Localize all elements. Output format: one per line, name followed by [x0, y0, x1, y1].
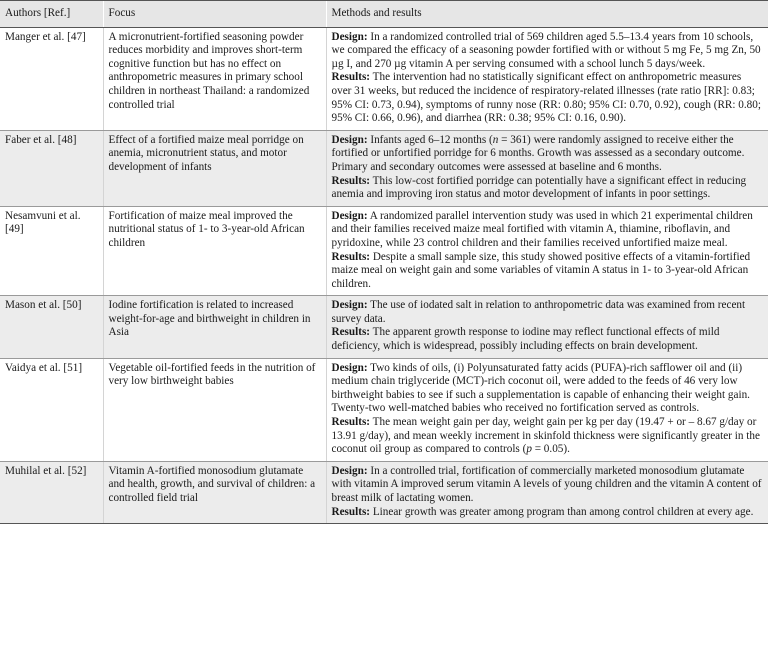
design-text: In a randomized controlled trial of 569 children aged 5.5–13.4 years from 10 schools, we compared the efficacy of a seasoning powder fortified with or without 5 mg Fe, 5 mg Zn, 50 µg I, and 270 µg vitamin A per serving consumed with a school lunch 5 days/week.	[331, 30, 761, 70]
header-methods-results: Methods and results	[326, 1, 768, 28]
design-n-symbol: n	[492, 133, 499, 146]
table-row	[0, 206, 768, 296]
focus-cell: Vegetable oil-fortified feeds in the nutrition of very low birthweight babies	[103, 358, 326, 461]
methods-cell	[326, 461, 768, 523]
table-row	[0, 130, 768, 206]
table-row	[0, 358, 768, 461]
table-row	[0, 461, 768, 523]
results-paragraph	[332, 416, 764, 457]
methods-cell	[326, 358, 768, 461]
results-text: The mean weight gain per day, weight gain per kg per day (19.47 + or – 8.67 g/day or 13.91 g/day), and mean weekly increment in skinfold thickness were significantly greater in the coconut oil group as compared to controls (	[331, 416, 760, 456]
design-label: Design:	[331, 361, 368, 374]
design-paragraph	[332, 210, 764, 251]
results-paragraph	[332, 175, 764, 202]
header-authors: Authors [Ref.]	[0, 1, 103, 28]
design-label: Design:	[331, 209, 368, 222]
design-paragraph	[332, 362, 764, 416]
author-cell: Vaidya et al. [51]	[0, 358, 103, 461]
design-paragraph	[332, 465, 764, 506]
design-label: Design:	[331, 299, 368, 312]
design-text: A randomized parallel intervention study was used in which 21 experimental children and their families received maize meal fortified with vitamin A, thiamine, riboflavin, and pyridoxine, while 23 control children and their families received unfortified maize meal.	[331, 209, 753, 249]
focus-cell: Effect of a fortified maize meal porridge on anemia, micronutrient status, and motor development of infants	[103, 130, 326, 206]
results-text: This low-cost fortified porridge can potentially have a significant effect in reducing anemia and improving iron status and motor development of infants in poor settings.	[331, 174, 747, 201]
results-text: = 0.05).	[531, 443, 570, 456]
design-paragraph	[332, 134, 764, 175]
results-label: Results:	[331, 71, 371, 84]
design-text: Two kinds of oils, (i) Polyunsaturated fatty acids (PUFA)-rich safflower oil and (ii) medium chain triglyceride (MCT)-rich coconut oil, were added to the feeds of 46 very low birthweight babies to see if such a supplementation is capable of enhancing their weight gain. Twenty-two well-matched babies who received no fortification served as controls.	[331, 361, 750, 415]
design-paragraph	[332, 299, 764, 326]
focus-cell: Fortification of maize meal improved the nutritional status of 1- to 3-year-old African children	[103, 206, 326, 296]
results-label: Results:	[331, 416, 371, 429]
design-text: Infants aged 6–12 months (	[367, 133, 493, 146]
author-cell: Manger et al. [47]	[0, 27, 103, 130]
results-p-symbol: p	[526, 443, 532, 456]
author-cell: Faber et al. [48]	[0, 130, 103, 206]
methods-cell	[326, 130, 768, 206]
results-label: Results:	[331, 174, 371, 187]
results-text: The apparent growth response to iodine may reflect functional effects of mild deficiency, which is widespread, possibly including effects on brain development.	[331, 326, 720, 353]
results-label: Results:	[331, 250, 371, 263]
design-text: The use of iodated salt in relation to anthropometric data was examined from recent survey data.	[331, 299, 746, 325]
design-paragraph	[332, 31, 764, 72]
focus-cell: A micronutrient-fortified seasoning powder reduces morbidity and improves short-term cognitive function but has no effect on anthropometric measures in primary school children in northeast Thailand: a randomized controlled trial	[103, 27, 326, 130]
table-row	[0, 296, 768, 358]
results-paragraph	[332, 251, 764, 292]
design-text: = 361) were randomly assigned to receive either the fortified or unfortified porridge for 6 months. Growth was assessed as a secondary outcome. Primary and secondary outcomes were assessed at baseline and 6 months.	[331, 133, 745, 173]
results-text: Despite a small sample size, this study showed positive effects of a vitamin-fortified maize meal on weight gain and some variables of vitamin A status in 1- to 3-year-old African children.	[331, 250, 751, 290]
methods-cell	[326, 296, 768, 358]
results-paragraph	[332, 326, 764, 353]
methods-cell	[326, 206, 768, 296]
results-text: The intervention had no statistically significant effect on anthropometric measures over 31 weeks, but reduced the incidence of respiratory-related illnesses (rate ratio [RR]: 0.83; 95% CI: 0.73, 0.94), symptoms of runny nose (RR: 0.80; 95% CI: 0.70, 0.92), cough (RR: 0.80; 95% CI: 0.66, 0.96), and diarrhea (RR: 0.38; 95% CI: 0.16, 0.90).	[331, 71, 761, 125]
results-label: Results:	[331, 505, 371, 518]
design-label: Design:	[331, 133, 368, 146]
header-focus: Focus	[103, 1, 326, 28]
author-cell: Muhilal et al. [52]	[0, 461, 103, 523]
focus-cell: Vitamin A-fortified monosodium glutamate and health, growth, and survival of children: a controlled field trial	[103, 461, 326, 523]
results-text: Linear growth was greater among program than among control children at every age.	[370, 505, 754, 518]
author-cell: Nesamvuni et al. [49]	[0, 206, 103, 296]
methods-cell	[326, 27, 768, 130]
header-row	[0, 1, 768, 28]
author-cell: Mason et al. [50]	[0, 296, 103, 358]
table-row	[0, 27, 768, 130]
design-text: In a controlled trial, fortification of commercially marketed monosodium glutamate with vitamin A improved serum vitamin A levels of young children and the vitamin A content of breast milk of lactating women.	[331, 464, 762, 504]
results-paragraph	[332, 71, 764, 125]
results-label: Results:	[331, 326, 371, 339]
design-label: Design:	[331, 464, 368, 477]
focus-cell: Iodine fortification is related to increased weight-for-age and birthweight in children in Asia	[103, 296, 326, 358]
results-paragraph	[332, 506, 764, 520]
design-label: Design:	[331, 30, 368, 43]
